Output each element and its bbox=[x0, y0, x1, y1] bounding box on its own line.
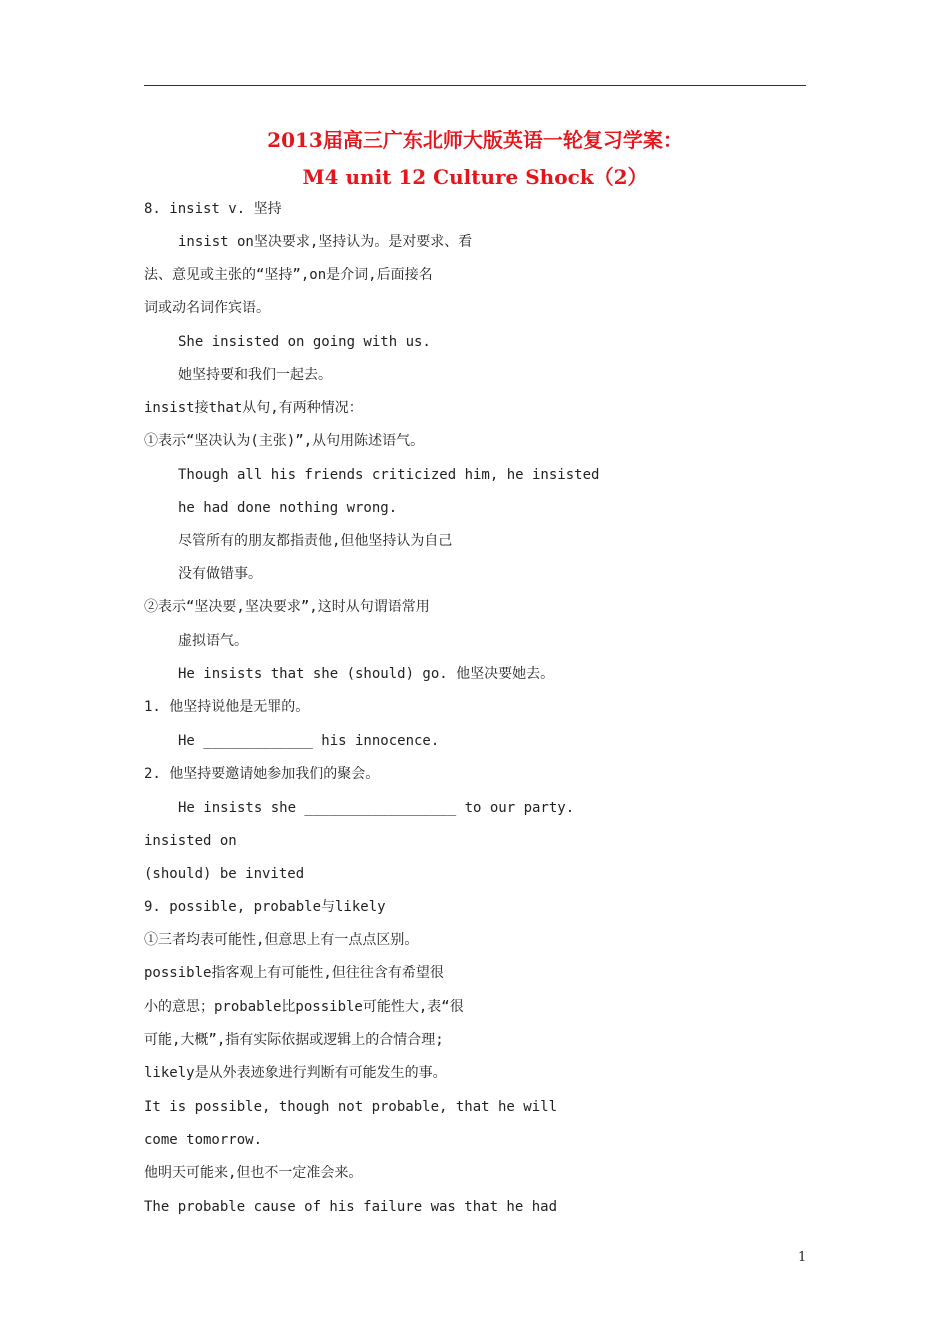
text-line: insisted on bbox=[144, 833, 237, 849]
text-line: 他明天可能来,但也不一定准会来。 bbox=[144, 1165, 363, 1181]
text-line: He insists she __________________ to our party. bbox=[178, 800, 575, 816]
text-line: 8. insist v. 坚持 bbox=[144, 201, 282, 217]
text-line: 词或动名词作宾语。 bbox=[144, 300, 270, 316]
text-line: 尽管所有的朋友都指责他,但他坚持认为自己 bbox=[178, 533, 453, 549]
text-line: 虚拟语气。 bbox=[178, 633, 248, 649]
text-line: insist接that从句,有两种情况： bbox=[144, 400, 363, 416]
header-rule bbox=[144, 85, 806, 86]
text-line: 可能,大概”,指有实际依据或逻辑上的合情合理; bbox=[144, 1032, 444, 1048]
text-line: come tomorrow. bbox=[144, 1132, 263, 1148]
text-line: likely是从外表迹象进行判断有可能发生的事。 bbox=[144, 1065, 447, 1081]
page-title: 2013届高三广东北师大版英语一轮复习学案： bbox=[267, 128, 683, 152]
text-line: he had done nothing wrong. bbox=[178, 500, 398, 516]
text-line: She insisted on going with us. bbox=[178, 334, 431, 350]
text-line: It is possible, though not probable, that he will bbox=[144, 1099, 558, 1115]
page-subtitle: M4 unit 12 Culture Shock（2） bbox=[302, 165, 648, 189]
text-line: 没有做错事。 bbox=[178, 566, 262, 582]
text-line: He _____________ his innocence. bbox=[178, 733, 440, 749]
text-line: 2. 他坚持要邀请她参加我们的聚会。 bbox=[144, 766, 380, 782]
text-line: insist on坚决要求,坚持认为。是对要求、看 bbox=[178, 234, 473, 250]
text-line: (should) be invited bbox=[144, 866, 305, 882]
text-line: ①表示“坚决认为(主张)”,从句用陈述语气。 bbox=[144, 433, 425, 449]
text-line: Though all his friends criticized him, he insisted bbox=[178, 467, 600, 483]
text-line: He insists that she (should) go. 他坚决要她去。 bbox=[178, 666, 555, 682]
text-line: The probable cause of his failure was that he had bbox=[144, 1199, 558, 1215]
text-line: 她坚持要和我们一起去。 bbox=[178, 367, 332, 383]
page-number: 1 bbox=[798, 1250, 807, 1265]
text-line: 法、意见或主张的“坚持”,on是介词,后面接名 bbox=[144, 267, 433, 283]
text-line: 1. 他坚持说他是无罪的。 bbox=[144, 699, 310, 715]
text-line: ②表示“坚决要,坚决要求”,这时从句谓语常用 bbox=[144, 599, 430, 615]
text-line: ①三者均表可能性,但意思上有一点点区别。 bbox=[144, 932, 419, 948]
text-line: 小的意思；probable比possible可能性大,表“很 bbox=[144, 999, 464, 1015]
text-line: 9. possible, probable与likely bbox=[144, 899, 386, 915]
text-line: possible指客观上有可能性,但往往含有希望很 bbox=[144, 965, 444, 981]
